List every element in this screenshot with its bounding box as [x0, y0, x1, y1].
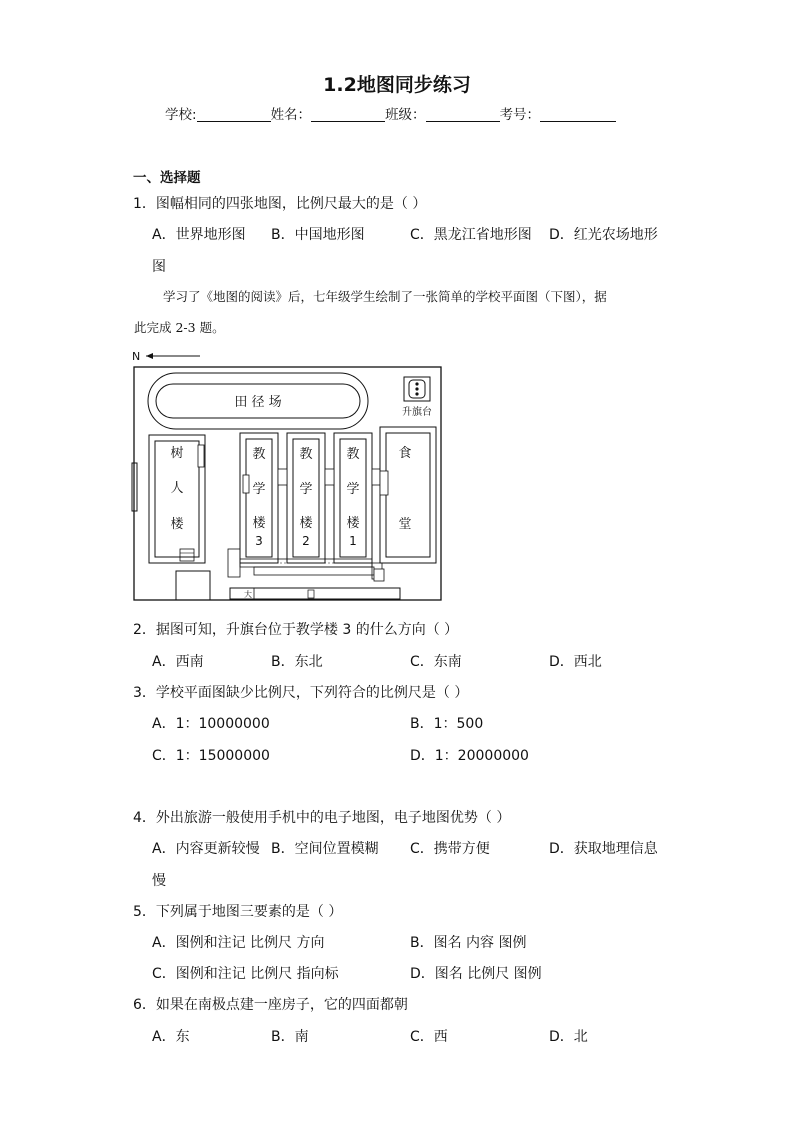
question-4-option-d[interactable]: D．获取地理信息 [549, 841, 658, 857]
svg-text:楼: 楼 [170, 517, 184, 532]
question-4-option-c[interactable]: C．携带方便 [410, 841, 490, 857]
main-gate [230, 588, 400, 599]
svg-text:3: 3 [255, 534, 263, 548]
question-4-stem: 4．外出旅游一般使用手机中的电子地图，电子地图优势（ ） [133, 810, 511, 826]
flagpole-label: 升旗台 [402, 407, 432, 418]
question-2-option-a[interactable]: A．西南 [152, 654, 204, 670]
exam-no-label: 考号： [499, 107, 541, 123]
building-teaching-1 [334, 433, 372, 563]
question-6-option-c[interactable]: C．西 [410, 1029, 448, 1045]
question-3-option-a[interactable]: A．1：10000000 [152, 716, 270, 732]
question-1-option-a[interactable]: A．世界地形图 [152, 227, 246, 243]
building-canteen [380, 427, 436, 563]
name-blank[interactable] [311, 107, 385, 122]
question-4-option-a[interactable]: A．内容更新较慢 [152, 841, 260, 857]
gate-label: 大 [244, 590, 252, 599]
question-5-stem: 5．下列属于地图三要素的是（ ） [133, 904, 343, 920]
question-2-option-d[interactable]: D．西北 [549, 654, 602, 670]
question-3-option-b[interactable]: B．1：500 [410, 716, 484, 732]
svg-text:树: 树 [170, 446, 184, 461]
school-plan-map [128, 345, 448, 607]
sports-field-label: 田 径 场 [234, 395, 282, 410]
school-label: 学校: [165, 107, 197, 123]
flagpole-icon [402, 377, 432, 418]
question-2-option-c[interactable]: C．东南 [410, 654, 462, 670]
building-teaching-2 [287, 433, 325, 563]
svg-text:学: 学 [346, 482, 360, 497]
page-title: 1.2地图同步练习 [323, 74, 471, 96]
student-info-line [165, 103, 616, 123]
svg-text:教: 教 [252, 447, 266, 462]
svg-text:教: 教 [346, 447, 360, 462]
sports-field [148, 373, 368, 429]
school-blank[interactable] [197, 107, 271, 122]
building-teaching-3 [240, 433, 278, 563]
svg-text:食: 食 [398, 446, 412, 461]
question-1-option-c[interactable]: C．黑龙江省地形图 [410, 227, 532, 243]
question-3-option-c[interactable]: C．1：15000000 [152, 748, 270, 764]
question-3-option-d[interactable]: D．1：20000000 [410, 748, 529, 764]
question-6-option-d[interactable]: D．北 [549, 1029, 588, 1045]
exam-no-blank[interactable] [540, 107, 616, 122]
question-4-option-b[interactable]: B．空间位置模糊 [271, 841, 379, 857]
question-1-stem: 1．图幅相同的四张地图，比例尺最大的是（ ） [133, 196, 427, 212]
question-5-option-d[interactable]: D．图名 比例尺 图例 [410, 966, 542, 982]
north-label: N [132, 350, 141, 363]
question-5-option-a[interactable]: A．图例和注记 比例尺 方向 [152, 935, 325, 951]
svg-text:学: 学 [299, 482, 313, 497]
name-label: 姓名： [270, 107, 312, 123]
svg-text:楼: 楼 [299, 516, 313, 531]
svg-text:学: 学 [252, 482, 266, 497]
svg-text:楼: 楼 [346, 516, 360, 531]
question-2-stem: 2．据图可知，升旗台位于教学楼 3 的什么方向（ ） [133, 622, 459, 638]
svg-text:人: 人 [170, 481, 184, 496]
svg-text:1: 1 [349, 534, 357, 548]
north-arrow-icon [132, 350, 200, 363]
question-5-option-b[interactable]: B．图名 内容 图例 [410, 935, 527, 951]
building-shuren [149, 435, 205, 563]
question-3-stem: 3．学校平面图缺少比例尺，下列符合的比例尺是（ ） [133, 685, 469, 701]
svg-text:楼: 楼 [252, 516, 266, 531]
question-6-option-b[interactable]: B．南 [271, 1029, 309, 1045]
question-1-option-d[interactable]: D．红光农场地形 [549, 227, 658, 243]
svg-text:堂: 堂 [398, 517, 412, 532]
svg-text:2: 2 [302, 534, 310, 548]
svg-text:教: 教 [299, 447, 313, 462]
passage-line-2: 此完成 2-3 题。 [134, 320, 225, 335]
question-2-option-b[interactable]: B．东北 [271, 654, 323, 670]
question-5-option-c[interactable]: C．图例和注记 比例尺 指向标 [152, 966, 339, 982]
passage-line-1: 学习了《地图的阅读》后，七年级学生绘制了一张简单的学校平面图（下图），据 [163, 289, 607, 304]
class-label: 班级： [385, 107, 426, 123]
question-6-stem: 6．如果在南极点建一座房子，它的四面都朝 [133, 997, 408, 1013]
question-1-option-b[interactable]: B．中国地形图 [271, 227, 365, 243]
question-6-option-a[interactable]: A．东 [152, 1029, 190, 1045]
section-title: 一、选择题 [133, 170, 201, 186]
question-1-option-d-wrap: 图 [152, 259, 166, 275]
class-blank[interactable] [426, 107, 500, 122]
question-4-option-d-wrap: 慢 [152, 873, 166, 889]
